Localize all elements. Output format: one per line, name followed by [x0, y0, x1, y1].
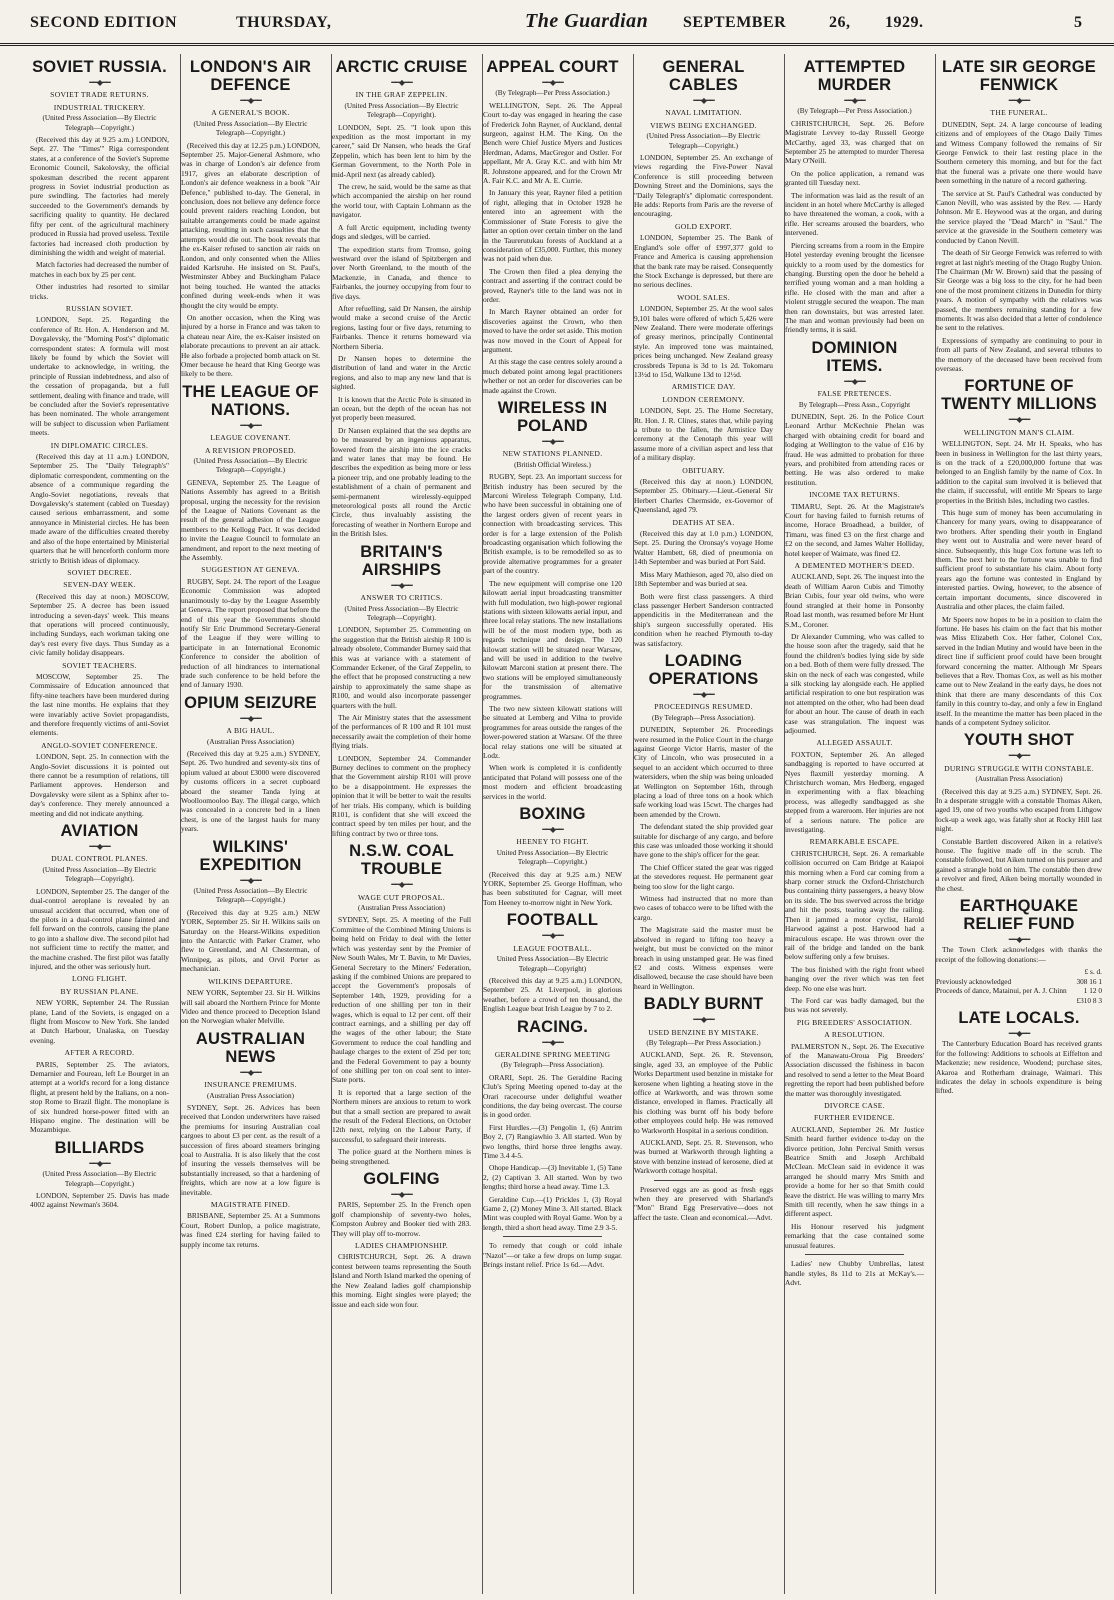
paragraph: ORARI, Sept. 26. The Geraldine Racing Club's Spring Meeting opened to-day at the Orari racecourse under delightful weather conditions, the day being overcast. The course is in good order.	[483, 1072, 622, 1120]
ornament-divider: ━━◆━━	[1008, 96, 1030, 105]
ornament-divider: ━━◆━━	[693, 1015, 714, 1025]
headline: AVIATION	[60, 822, 139, 841]
paragraph: The expedition starts from Tromso, going westward over the island of Spitzbergen and over North Greenland, to the mouth of the Mackenzie, in Canada, and thence to Fairbanks, the journey occupying from four to five days.	[332, 244, 471, 301]
paragraph: LONDON, Sept. 25. Regarding the conference of Rt. Hon. A. Henderson and M. Dovgalevsky, the "Morning Post's" diplomatic correspondent states: A formula will most likely be found by which the Soviet will undertake to acknowledge, in writing, the principle of Russian indebtedness, and also of the cessation of propaganda, but a full settlement, dealing with finance and trade, will be concluded after the Soviet's representative has been nominated. The whole arrangement will be subject to discussion when Parliament meets.	[30, 315, 169, 438]
date-month: SEPTEMBER	[683, 14, 787, 31]
subheading: WAGE CUT PROPOSAL.	[358, 892, 445, 902]
paragraph: After refuelling, said Dr Nansen, the airship would make a second cruise of the Arctic regions, lasting four or five days, returning to Fairbanks. Thence it returns homeward via Northern Siberia.	[332, 303, 471, 351]
subheading: INDUSTRIAL TRICKERY.	[53, 102, 146, 112]
wire-credit: (United Press Association—By Electric Telegraph—Copyright).	[42, 865, 157, 884]
paragraph: CHRISTCHURCH, Sept. 26. Before Magistrate Levvey to-day Russell George McCarthy, aged 33, was charged that on September 25 he attempted to murder Theresa Mary O'Neill.	[785, 118, 924, 166]
paragraph: Witness had instructed that no more than two cases of tobacco were to be lifted with the cargo.	[634, 894, 773, 922]
paragraph: It is reported that a large section of the Northern miners are anxious to return to work but that a small section are prepared to await the result of the Federal Elections, on October 12th next, relying on the Labour Party, if successful, to safeguard their interests.	[332, 1087, 471, 1144]
headline: LATE LOCALS.	[958, 1008, 1080, 1027]
subheading: LONDON CEREMONY.	[662, 394, 745, 404]
paragraph: The Town Clerk acknowledges with thanks the receipt of the following donations:—	[936, 945, 1102, 964]
subheading: SOVIET TRADE RETURNS.	[50, 90, 149, 100]
table-row	[936, 996, 1102, 1005]
paragraph: (Received this day at 9.25 a.m.) SYDNEY, Sept. 26. Two hundred and seventy-six tins of opium valued at about £3000 were discovered by customs officers in a secret cupboard aboard the steamer Tanda lying at Woolloomooloo Bay. The illegal cargo, which was concealed in a concrete bed in a linen chest, is one of the largest hauls for many years.	[181, 748, 320, 834]
paragraph: WELLINGTON, Sept. 24. Mr H. Speaks, who has been in business in Wellington for the last thirty years, is on the track of a £20,000,000 fortune that was belonged to an English family by the name of Cox. In addition to the capital sum involved it is believed that the claim, if successful, will entitle Mr Spears to large properties in the British Isles, including two castles.	[936, 439, 1102, 505]
paragraph: Both were first class passengers. A third class passenger Herbert Sanderson contracted appendicitis in the Mediterranean and the ship's surgeon successfully operated. His condition when he reached Plymouth to-day was satisfactory.	[634, 591, 773, 648]
paragraph: On the police application, a remand was granted till Tuesday next.	[785, 168, 924, 188]
paragraph: It is known that the Arctic Pole is situated in an ocean, but the depth of the ocean has not yet properly been measured.	[332, 394, 471, 423]
subheading: INCOME TAX RETURNS.	[809, 490, 900, 500]
masthead	[0, 0, 1114, 46]
paragraph: AUCKLAND, Sept. 26. The inquest into the death of William Aaron Cubis and Timothy Brian Cubis, four year old twins, who were found strangled at their home in Ponsonby Road last month, was resumed before Mr Hunt S.M., Coroner.	[785, 572, 924, 629]
paragraph: The death of Sir George Fenwick was referred to with regret at last night's meeting of the Otago Rugby Union. The Chairman (Mr W. Brown) said that the passing of Sir George was a big loss to the city, for he had been one of the most prominent citizens in Dunedin for thirty years. A motion of sympathy with the relatives was passed, the members remaining standing for a few moments. It was also decided that a letter of condolence be sent to the relatives.	[936, 248, 1102, 333]
subheading: IN DIPLOMATIC CIRCLES.	[50, 440, 149, 450]
paragraph: (Received this day at 9.25 a.m.) NEW YORK, September 25. Sir H. Wilkins sails on Saturday on the Hearst-Wilkins expedition into the Antarctic with Parker Cramer, who flew to Greenland, and Al Chesterman, of Winnipeg, as pilots, and Orvil Porter as mechanician.	[181, 907, 320, 974]
divider	[654, 1180, 753, 1181]
wire-credit: (By Telegraph—Press Association).	[652, 713, 755, 722]
divider	[503, 1236, 602, 1237]
paragraph: Dr Nansen hopes to determine the distribution of land and water in the Arctic regions, and also to map any new land that is sighted.	[332, 353, 471, 392]
ornament-divider: ━━◆━━	[542, 437, 563, 446]
article-australian-news	[181, 1030, 320, 1249]
wire-credit: (United Press Association—By Electric Telegraph—Copyright).	[344, 101, 459, 120]
wire-credit: (Australian Press Association)	[206, 1091, 295, 1100]
paragraph: On another occasion, when the King was injured by a horse in France and was taken to a chateau near Aire, the ex-Kaiser insisted on elaborate precautions to prevent an air attack. He also forbade a projected bomb attack on St. Omer because he heard that King George was likely to be there.	[181, 312, 320, 379]
subheading: FALSE PRETENCES.	[817, 389, 892, 399]
paragraph: (Received this day at 12.25 p.m.) LONDON, September 25. Major-General Ashmore, who was in charge of London's air defence from 1917, gives an elaborate description of London's air defence weakness in a book "Air Defence," published to-day. The General, in conclusion, does not believe any defence force could prevent raiders reaching London, but suitable arrangements could be made against attacking, resulting in such casualties that the attempts would die out. The book reveals that the ex-Kaiser refused to sanction air raids on London, and only consented when the Allies raided Karlsruhe. He insisted on St. Paul's, Westminster Abbey and Buckingham Palace not being touched. He wanted the attacks confined during week-ends when it was thought the city would be empty.	[181, 140, 320, 310]
wire-credit: (Australian Press Association)	[206, 737, 295, 746]
paragraph: GENEVA, September 25. The League of Nations Assembly has agreed to a British proposal, urging the necessity for the revision of the League of Nations Covenant as the result of the general adhesion of the League members to the Kellogg Pact. It was decided to invite the League Council to formulate an amendment, and report to the next meeting of the Assembly.	[181, 477, 320, 563]
paragraph: LONDON, September 25. The danger of the dual-control aeroplane is revealed by an unusual accident that occurred, when one of the pilots in a dual-control plane fainted and fell forward on the controls, causing the plane to go into a shallow dive. The second pilot had not sufficient time to rectify the matter, and the machine crashed. The first pilot was fatally injured, and the other was seriously hurt.	[30, 886, 169, 971]
paragraph: RUGBY, Sept. 23. An important success for British industry has been secured by the Marconi Wireless Telegraph Company, Ltd. who have been successful in obtaining one of the largest orders given of recent years in connection with broadcasting services. This order is for a large extension of the Polish broadcasting organisation which following the British example, is to be remodelled so as to provide alternative programmes for a greater part of the country.	[483, 472, 622, 576]
wire-credit: (United Press Association—By Electric Telegraph—Copyright).	[344, 604, 459, 622]
paragraph: At this stage the case centres solely around a much debated point among legal practitioners whether or not an order for discoveries can be made against the Crown.	[483, 357, 622, 395]
paragraph: LONDON, September 25. An exchange of views regarding the Five-Power Naval Conference is still proceeding between Downing Street and the Dominions, says the "Daily Telegraph's" diplomatic correspondent. He adds: Reports from Paris are the reverse of encouraging.	[634, 153, 773, 219]
headline: BRITAIN'S AIRSHIPS	[360, 542, 443, 579]
headline: FORTUNE OF TWENTY MILLIONS	[941, 377, 1097, 414]
subheading: A RESOLUTION.	[824, 1030, 885, 1040]
article-youth-shot	[936, 731, 1102, 893]
article-opium-seizure	[181, 694, 320, 834]
article-general-cables	[634, 58, 773, 648]
currency-units: £ s. d.	[1084, 967, 1102, 977]
donation-label: Previously acknowledged	[936, 976, 1012, 986]
ornament-divider: ━━◆━━	[240, 96, 261, 105]
paragraph: Mr Speers now hopes to be in a position to claim the fortune. He bases his claim on the fact that his mother was Miss Elizabeth Cox. Her father, Colonel Cox, served in the Indian Mutiny and would have been in the direct line if sufficient proof could have been brought forward concerning the matter. Although Mr Spears believes that a Rev. Thomas Cox, as well as his mother came out to New Zealand in the early days, he does not think that there are many descendants of this Cox family in this country to-day, and only a few in England itself. In the meantime the matter has been placed in the hands of a competent Sydney solicitor.	[936, 614, 1102, 727]
article-appeal-court	[483, 58, 622, 395]
subheading: A BIG HAUL.	[226, 726, 275, 736]
paragraph: (Received this day at 9.25 a.m.) LONDON, Sept. 27. The "Times'" Riga correspondent states, at a conference of the Soviet's Supreme Economic Council, Sakolovsky, the official spokesman described the recent apparent progress in Soviet industrial production as pure swindling. The factories had merely succeeded to the Government's demands by sacrificing quality to quantity. He declared fifty per cent. of the agricultural machinery produced in Russia had proved useless. Textile factories had increased cloth production by diminishing the width and weight of material.	[30, 135, 169, 257]
weekday: THURSDAY,	[236, 14, 332, 31]
subheading: RUSSIAN SOVIET.	[65, 303, 134, 313]
paragraph: First Hurdles.—(3) Pengolin 1, (6) Antrim Boy 2, (7) Rangiawhio 3. All started. Won by two lengths, third horse three lengths away. Time 3.4 4-5.	[483, 1122, 622, 1160]
article-football	[483, 911, 622, 1013]
advertisement: To remedy that cough or cold inhale "Nazol"—or take a few drops on lump sugar. Brings instant relief. Price 1s 6d.—Advt.	[483, 1241, 622, 1270]
paragraph: This huge sum of money has been accumulating in Chancery for many years, owing to disappearance of two brothers. After spending their youth in England they went out to Australia and were never heard of since. Subsequently, this huge Cox fortune was left to them. The next heir to the fortune was unable to find sufficient proof to substantiate his claim. About forty years ago the fortune was contested in England by interested parties. Owing, however, to the absence of certain important documents, since discovered in Australia and other places, the claim failed.	[936, 508, 1102, 612]
wire-credit: (United Press Association—By Electric Telegraph—Copyright.)	[193, 119, 308, 138]
table-row	[936, 986, 1102, 995]
paragraph: LONDON, Sept. 25. The Home Secretary, Rt. Hon. J. R. Clines, states that, while paying a tribute to the fallen, the Armistice Day ceremony at the Cenotaph this year will assume more of a civilian aspect and less that of a military display.	[634, 406, 773, 463]
ornament-divider: ━━◆━━	[391, 580, 412, 590]
paragraph: (Received this day at 9.25 a.m.) LONDON, September 25. At Liverpool, in glorious weather, before a crowd of ten thousand, the English League beat Irish League by 7 to 2.	[483, 975, 622, 1014]
article-league-of-nations	[181, 383, 320, 690]
paragraph: CHRISTCHURCH, Sept. 26. A remarkable collision occurred on Cam Bridge at Kaiapoi this morning when a Ford car coming from a sharp corner struck the Oxford-Christchurch bus containing thirty passengers, a heavy blow on its side. The bus swerved across the bridge and hit the posts, tearing away the railing. Then it jammed a motor cyclist, Harold Harwood against a post. Harwood had a miraculous escape. He was thrown over the rail of the bridge and landed on the bank below suffering only a few bruises.	[785, 848, 924, 962]
subheading: REMARKABLE ESCAPE.	[809, 837, 900, 847]
article-soviet-russia	[30, 58, 169, 818]
column-2	[181, 54, 320, 1600]
wire-credit: (By Telegraph—Per Press Association.)	[646, 1038, 761, 1047]
ornament-divider: ━━◆━━	[542, 78, 563, 87]
paragraph: Dr Nansen explained that the sea depths are to be measured by an ingenious apparatus, lowered from the airship into the ice cracks and water lanes that may be found. He describes the expedition as being more or less a pioneer trip, and one probably leading to the establishment of a chain of permanent and semi-permanent wirelessly-equipped meteorological posts all round the Arctic Circle, thus invaluably assisting the forecasting of weather in Northern Europe and in the British Isles.	[332, 425, 471, 539]
page-columns	[30, 54, 1102, 1600]
headline: LATE SIR GEORGE FENWICK	[942, 58, 1096, 94]
wire-credit: (United Press Association—By Electric Telegraph—Copyright.)	[193, 457, 308, 475]
paragraph: PARIS, September 25. In the French open golf championship of seventy-two holes, Compston Aubrey and Booker tied with 283. They will play off to-morrow.	[332, 1200, 471, 1238]
paragraph: SYDNEY, Sept. 26. Advices has been received that London underwriters have raised the premiums for insuring Australian coal cargoes to about £3 per cent. as the result of a succession of fires aboard steamers bringing coal to Australia. It is also likely that the cost of insuring the vessels themselves will be substantially increased, so that a hardening of freights, which are now at a low figure is inevitable.	[181, 1102, 320, 1197]
wire-credit: (Australian Press Association)	[357, 904, 446, 913]
wire-credit: (United Press Association—By Electric Telegraph—Copyright.)	[42, 114, 157, 132]
edition-label: SECOND EDITION	[30, 14, 178, 31]
paragraph: Piercing screams from a room in the Empire Hotel yesterday evening brought the licensee quickly to a room used by the domestics for changing. Bursting open the door he beheld a terrified young woman and a man holding a rifle. He closed with the man and after a violent struggle secured the weapon. The man then ran downstairs, but was arrested later. The man and woman previously had been on friendly terms, it is said.	[785, 240, 924, 335]
paragraph: The two new sixteen kilowatt stations will be situated at Lemberg and Vilna to provide programmes for areas outside the ranges of the lower-powered station at Warsaw. Of the three local relay stations one will be situated at Lodz.	[483, 703, 622, 760]
subheading: A REVISION PROPOSED.	[204, 445, 297, 455]
paragraph: LONDON, Sept. 25. In connection with the Anglo-Soviet discussions it is pointed out there cannot be a resumption of relations, till Parliament approves. Henderson and Dovgalevsky were silent as a Sphinx after to-day's conference. They merely announced a meeting and did not indicate anything.	[30, 752, 169, 818]
headline: AUSTRALIAN NEWS	[195, 1029, 306, 1066]
article-late-locals	[936, 1009, 1102, 1096]
wire-credit: By Telegraph—Press Assn., Copyright	[798, 400, 911, 409]
ornament-divider: ━━◆━━	[1008, 415, 1030, 425]
wire-credit: (By Telegraph—Press Association).	[501, 1061, 604, 1070]
subheading: ALLEGED ASSAULT.	[816, 738, 893, 748]
ornament-divider: ━━◆━━	[240, 420, 261, 430]
subheading: ANSWER TO CRITICS.	[360, 593, 443, 603]
wire-credit: (By Telegraph—Per Press Association.)	[495, 89, 610, 98]
paragraph: (Received this day at 9.25 a.m.) NEW YORK, September 25. George Hoffman, who has been substituted for Cagnar, will meet Tom Heeney to-morrow night in New York.	[483, 869, 622, 907]
ornament-divider: ━━◆━━	[89, 78, 110, 87]
subheading: DUAL CONTROL PLANES.	[51, 854, 148, 864]
paragraph: PARIS, September 25. The aviators, Demarnier and Foureau, left Le Bourget in an attempt at a world's record for a long distance flight, at present held by the Italians, on a non-stop Rome to Brazil flight. The monoplane is of six hundred horse-power fitted with an Hispano engine. The destination will be Mozambique.	[30, 1059, 169, 1135]
subheading: THE FUNERAL.	[990, 108, 1048, 118]
wire-credit: (By Telegraph—Per Press Association.)	[797, 107, 912, 116]
ornament-divider: ━━◆━━	[844, 376, 865, 386]
column-6	[785, 54, 924, 1600]
ornament-divider: ━━◆━━	[391, 880, 412, 890]
subheading: IN THE GRAF ZEPPELIN.	[355, 90, 448, 100]
subheading: WOOL SALES.	[677, 292, 730, 302]
article-dominion-items	[785, 339, 924, 1288]
subheading: SOVIET DECREE.	[67, 567, 132, 577]
donation-amount: 1 12 0	[1083, 986, 1102, 996]
article-air-defence	[181, 58, 320, 379]
subheading: GERALDINE SPRING MEETING	[494, 1049, 611, 1059]
article-golfing	[332, 1170, 471, 1309]
paragraph: Match factories had decreased the number of matches in each box by 25 per cent.	[30, 260, 169, 279]
headline: YOUTH SHOT	[963, 731, 1075, 750]
article-attempted-murder	[785, 58, 924, 335]
paragraph: WELLINGTON, Sept. 26. The Appeal Court to-day was engaged in hearing the case of Frederick John Rayner, of Auckland, dental surgeon, against H.M. The King. On the Bench were Chief Justice Myers and Justices Herdman, Adams, MacGregor and Ostler. For appellant, Mr A. Gray K.C. and with him Mr R. Johnstone appeared, and for the Crown Mr A. Fair K.C. and Mr A. E. Currie.	[483, 100, 622, 186]
paragraph: (Received this day at 11 a.m.) LONDON, September 25. The "Daily Telegraph's" diplomatic correspondent, commenting on the absence of a communique regarding the Anglo-Soviet negotiations, reveals that Dovgalevsky's statement (cabled on Tuesday) caused serious embarrassment, and some annoyance in Ministerial circles. He has been made aware of the difficulties created thereby and also of the hope entertained by Ministerial quarters that he will henceforth conform more strictly to British ideas of diplomacy.	[30, 452, 169, 565]
donations-table	[936, 967, 1102, 1005]
paragraph: LONDON, September 25. At the wool sales 9,101 bales were offered of which 5,426 were New Zealand. There were moderate offerings of greasy merinos, principally Continental style. An improved tone was maintained, prices being unchanged. New Zealand greasy crossbreds Tepuna is 3d to 1s 2d. Tokomaru 13½d to 15d, Walkune 13d to 12½d.	[634, 304, 773, 379]
subheading: LEAGUE COVENANT.	[210, 433, 291, 443]
wire-credit: (British Official Wireless.)	[514, 460, 591, 469]
paragraph: The Air Ministry states that the assessment of the performances of R 100 and R 101 must necessarily await the completion of their home flying trials.	[332, 712, 471, 751]
subheading: SOVIET TEACHERS.	[62, 660, 137, 670]
headline: BADLY BURNT	[643, 995, 764, 1014]
paragraph: NEW YORK, September 24. The Russian plane, Land of the Soviets, is engaged on a flight from Moscow to New York. She landed at Dutch Harbour, Unalaska, on Tuesday evening.	[30, 998, 169, 1045]
column-7	[936, 54, 1102, 1600]
headline: APPEAL COURT	[486, 58, 619, 76]
paragraph: The Ford car was badly damaged, but the bus was not severely.	[785, 995, 924, 1015]
wire-credit: (United Press Association—By Electric Telegraph—Copyright.)	[646, 132, 761, 150]
paragraph: (Received this day at 9.25 a.m.) SYDNEY, Sept. 26. In a desperate struggle with a constable Thomas Aiken, aged 19, one of two youths who escaped from Lithgow lock-up a week ago, was fatally shot at Rocky Hill last night.	[936, 786, 1102, 834]
paragraph: The crew, he said, would be the same as that which accompanied the airship on her round the world tour, with Captain Lohmann as the navigator.	[332, 182, 471, 220]
ornament-divider: ━━◆━━	[89, 842, 110, 852]
ornament-divider: ━━◆━━	[1008, 935, 1030, 945]
paragraph: The defendant stated the ship provided gear suitable for discharge of any cargo, and before this case was unloaded those working it should have gone to the ship's officer for the gear.	[634, 822, 773, 860]
wire-credit: United Press Association—By Electric Telegraph—Copyright.)	[496, 848, 609, 867]
headline: BILLIARDS	[54, 1138, 145, 1157]
article-arctic-cruise	[332, 58, 471, 539]
headline: SOVIET RUSSIA.	[32, 58, 167, 76]
ornament-divider: ━━◆━━	[542, 931, 563, 941]
headline: ARCTIC CRUISE	[335, 58, 468, 76]
headline: OPIUM SEIZURE	[184, 693, 317, 712]
subheading: PIG BREEDERS' ASSOCIATION.	[796, 1017, 913, 1027]
paragraph: The service at St. Paul's Cathedral was conducted by Canon Nevill, who was assisted by the Rev. — Hardy Johnson. Mr E. Heywood was at the organ, and during the service played the "Dead March" in "Saul." The service at the graveside in the Southern cemetery was conducted by Canon Nevill.	[936, 188, 1102, 245]
headline: N.S.W. COAL TROUBLE	[349, 842, 454, 879]
subheading: WILKINS DEPARTURE.	[208, 976, 293, 986]
subheading: LEAGUE FOOTBALL.	[513, 943, 592, 953]
table-row	[936, 977, 1102, 986]
paragraph: When work is completed it is confidently anticipated that Poland will possess one of the most modern and efficient broadcasting services in the world.	[483, 763, 622, 801]
article-wireless-poland	[483, 399, 622, 801]
subheading: WELLINGTON MAN'S CLAIM.	[963, 427, 1075, 437]
article-wilkins-expedition	[181, 838, 320, 1026]
column-1	[30, 54, 169, 1600]
article-racing	[483, 1018, 622, 1270]
wire-credit: United Press Association—By Electric Telegraph—Copyright)	[496, 955, 609, 973]
subheading: ANGLO-SOVIET CONFERENCE.	[41, 740, 158, 750]
ornament-divider: ━━◆━━	[240, 875, 261, 885]
subheading: SEVEN-DAY WEEK.	[63, 580, 136, 590]
subheading: AFTER A RECORD.	[64, 1048, 135, 1058]
page-number: 5	[1074, 14, 1083, 31]
article-boxing	[483, 805, 622, 907]
headline: GOLFING	[363, 1170, 440, 1189]
subheading: USED BENZINE BY MISTAKE.	[648, 1027, 759, 1037]
paragraph: RUGBY, Sept. 24. The report of the League Economic Commission was adopted unanimously to-day by the League Assembly at Geneva. The report proposed that before the end of this year the Governments should notify Sir Eric Drummond Secretary-General of the League if they were willing to participate in an International Economic Conference to consider the abolition of reduction of all hindrances to international trade such conference to be held before the end of January 1930.	[181, 576, 320, 690]
paragraph: AUCKLAND, September 26. Mr Justice Smith heard further evidence to-day on the divorce petition, John Percival Smith versus Beatrice Smith and Joseph Archibald McClean. McClean said in evidence it was arranged he should marry Mrs Smith and provide a home for her so that Smith could leave the district. He was willing to marry Mrs Smith till recently, when he saw things in a different aspect.	[785, 1124, 924, 1219]
subheading: NEW STATIONS PLANNED.	[502, 449, 603, 459]
ornament-divider: ━━◆━━	[693, 96, 714, 105]
paragraph: LONDON, September 25. The Bank of England's sole offer of £997,377 gold to France and America is causing apprehension that the bank rate may be raised. Consequently the Stock Exchange is depressed, but there are no serious declines.	[634, 233, 773, 290]
subheading: DURING STRUGGLE WITH CONSTABLE.	[944, 763, 1094, 773]
paragraph: DUNEDIN, Sept. 24. A large concourse of leading citizens and of employees of the Otago Daily Times and Witness Company followed the remains of Sir George Fenwick to their last resting place in the Southern cemetery this morning, and but for the fact that the funeral was a private one there would have been something in the nature of a record gathering.	[936, 119, 1102, 186]
paragraph: Ohope Handicap.—(3) Inevitable 1, (5) Tane 2, (2) Captivan 3. All started. Won by two lengths; third horse a head away. Time 1.3.	[483, 1163, 622, 1192]
subheading: PROCEEDINGS RESUMED.	[654, 702, 753, 712]
subheading: FURTHER EVIDENCE.	[814, 1113, 895, 1123]
paragraph: The information was laid as the result of an incident in an hotel where McCarthy is alleged to have threatened the woman, a cook, with a rifle. Her screams aroused the boarders, who intervened.	[785, 190, 924, 238]
headline: WIRELESS IN POLAND	[497, 399, 608, 435]
paragraph: The Magistrate said the master must be absolved in regard to lifting too heavy a weight, but must be convicted on the minor breach in using unstamped gear. He was fined £2 and costs. Witness expenses were disallowed, because the case should have been heard in Wellington.	[634, 925, 773, 991]
paragraph: The Chief Officer stated the gear was rigged at the stevedores request. He permanent gear being too slow for the light cargo.	[634, 862, 773, 891]
advertisement: Preserved eggs are as good as fresh eggs when they are preserved with Sharland's "Mon" Brand Egg Preservative—does not affect the taste. Clean and economical.—Advt.	[634, 1184, 773, 1222]
subheading: HEENEY TO FIGHT.	[516, 837, 589, 847]
ornament-divider: ━━◆━━	[693, 689, 714, 699]
wire-credit: (United Press Association—By Electric Telegraph—Copyright.)	[193, 887, 308, 905]
headline: EARTHQUAKE RELIEF FUND	[959, 897, 1079, 934]
article-billiards	[30, 1139, 169, 1210]
table-row	[936, 967, 1102, 976]
column-3	[332, 54, 471, 1600]
paragraph: A full Arctic equipment, including twenty dogs and sledges, will be carried.	[332, 222, 471, 242]
paragraph: Other industries had resorted to similar tricks.	[30, 282, 169, 301]
subheading: LADIES CHAMPIONSHIP.	[355, 1241, 448, 1251]
donation-label: Proceeds of dance, Matainui, per A. J. Chinn	[936, 986, 1067, 996]
paragraph: (Received this day at 1.0 p.m.) LONDON, Sept. 25. During the Oronsay's voyage Home Walter Hambett, 68, died of pneumonia on 14th September and was buried at Port Said.	[634, 529, 773, 567]
article-loading-operations	[634, 652, 773, 991]
ornament-divider: ━━◆━━	[391, 78, 412, 87]
paragraph: The bus finished with the right front wheel hanging over the river which was ten feet deep. No one else was hurt.	[785, 964, 924, 993]
subheading: DIVORCE CASE.	[824, 1101, 885, 1110]
paragraph: Geraldine Cup.—(1) Prickles 1, (3) Royal Game 2, (2) Money Mine 3. All started. Black Mint was coupled with Royal Game. Won by a length, third a short head away. Time 2.9 3-5.	[483, 1194, 622, 1232]
donation-amount: 308 16 1	[1076, 976, 1102, 986]
paragraph: BRISBANE, September 25. At a Summons Court, Robert Dunlop, a police magistrate, was fined £24 sterling for having failed to supply income tax returns.	[181, 1211, 320, 1249]
paragraph: The Crown then filed a plea denying the contract and asserting if the contract could be proved, Rayner's title to the land was not in order.	[483, 266, 622, 304]
paragraph: Constable Bartlett discovered Aiken in a relative's house. The fugitive made off in the scrub. The constable followed, but Aiken turned on his pursuer and gained a strangle hold on him. The constable then drew a revolver and fired, Aiken being mortally wounded in the chest.	[936, 836, 1102, 893]
paragraph: Miss Mary Mathieson, aged 70, also died on 18th September and was buried at sea.	[634, 569, 773, 589]
paragraph: Expressions of sympathy are continuing to pour in from all parts of New Zealand, and several tributes to the memory of the deceased have been received from overseas.	[936, 335, 1102, 373]
wire-credit: (United Press Association—By Electric Telegraph—Copyright.)	[42, 1170, 157, 1188]
paragraph: TIMARU, Sept. 26. At the Magistrate's Court for having failed to furnish returns of income, Horace Broadhead, a builder, of Timaru, was fined £3 on the first charge and £2 on the second, and James Walter Holliday, hotel keeper of Waimate, was fined £2.	[785, 501, 924, 558]
article-britains-airships	[332, 543, 471, 839]
paragraph: (Received this day at noon.) MOSCOW, September 25. A decree has been issued introducing a seven-days' week. This means that operations will proceed continuously, including Sundays, each workman taking one day's rest every five days. Thus Sunday as a civic family holiday disappears.	[30, 591, 169, 658]
newspaper-title: The Guardian	[525, 10, 649, 32]
paragraph: (Received this day at noon.) LONDON, September 25. Obituary.—Lieut.-General Sir Herbert Charles Chermside, ex-Governor of Queensland, aged 79.	[634, 477, 773, 515]
paragraph: The Canterbury Education Board has received grants for the following: Additions to schools at Eiffelton and Mackenzie; new residence, Woodend; purchase sites, Akaroa and Rotherham drainage, Waimari. This indicates the delay in schools expenditure is being lifted.	[936, 1039, 1102, 1096]
paragraph: In January this year, Rayner filed a petition of right, alleging that in October 1928 he entered into an agreement with the Commissioner of State Forests to give the latter an option over certain timber on the land in the Taurerutukau forests of Auckland at a consideration of £35,000. Further, this money was not paid when due.	[483, 188, 622, 264]
paragraph: FOXTON, September 26. An alleged sandbagging is reported to have occurred at Nyes flaxmill yesterday morning. A Christchurch woman, Mrs Hedberg, engaged in experimenting with a flax bleaching process, was allegedly sandbagged as she stepped from a wareroom. Her injuries are not of a serious nature. The police are investigating.	[785, 749, 924, 835]
paragraph: LONDON, September 24. Commander Burney declines to comment on the prophecy that the Government airship R101 will prove to be a disappointment. He expresses the opinion that it will be better to wait the results of her trials. His company, which is building R101, is confident that she will exceed the contract speed by ten miles per hour, and the lifting contract by two or three tons.	[332, 753, 471, 838]
ornament-divider: ━━◆━━	[240, 713, 261, 723]
subheading: A DEMENTED MOTHER'S DEED.	[794, 561, 915, 571]
subheading: VIEWS BEING EXCHANGED.	[650, 120, 757, 130]
paragraph: LONDON, Sept. 25. "I look upon this expedition as the most important in my career," said Dr Nansen, who heads the Graf Zeppelin, which has been lent to him by the German Government, to the North Pole in mid-April next (as already cabled).	[332, 122, 471, 179]
ornament-divider: ━━◆━━	[1008, 751, 1030, 761]
paragraph: MOSCOW, September 25. The Commissaire of Education announced that fifty-nine teachers have been murdered during the last nine months. He explains that they were invariably active Soviet propagandists, and therefore frequently victims of anti-Soviet elements.	[30, 671, 169, 738]
column-5	[634, 54, 773, 1600]
subheading: SUGGESTION AT GENEVA.	[201, 565, 300, 575]
subheading: GOLD EXPORT.	[675, 221, 732, 231]
ornament-divider: ━━◆━━	[542, 825, 563, 835]
headline: FOOTBALL	[506, 911, 599, 930]
column-4	[483, 54, 622, 1600]
paragraph: His Honour reserved his judgment remarking that the case contained some unusual features.	[785, 1221, 924, 1250]
subheading: LONG FLIGHT.	[72, 974, 127, 984]
subheading: OBITUARY.	[682, 465, 725, 475]
article-fortune-twenty-millions	[936, 377, 1102, 727]
headline: ATTEMPTED MURDER	[803, 58, 906, 94]
ornament-divider: ━━◆━━	[1008, 1028, 1030, 1038]
paragraph: DUNEDIN, September 26. Proceedings were resumed in the Police Court in the charge against George Victor Harris, master of the City of Lincoln, who was prosecuted in a sequel to an accident which occurred to three watersiders, when the ship was being unloaded at Wellington on September 16th, through placing a load of three tons on a hook which safe working load was 15cwt. The charges had been amended by the Crown.	[634, 725, 773, 819]
donation-total: £310 8 3	[1076, 995, 1102, 1005]
headline: BOXING	[519, 805, 586, 824]
article-late-sir-george-fenwick	[936, 58, 1102, 373]
paragraph: NEW YORK, September 23. Sir H. Wilkins will sail aboard the Northern Prince for Monte Video and thence proceed to Deception Island on the Norwegian whaler Melville.	[181, 988, 320, 1026]
ornament-divider: ━━◆━━	[542, 1037, 563, 1047]
subheading: INSURANCE PREMIUMS.	[204, 1080, 297, 1090]
article-earthquake-relief-fund	[936, 897, 1102, 1005]
headline: THE LEAGUE OF NATIONS.	[182, 382, 319, 419]
headline: LONDON'S AIR DEFENCE	[189, 58, 312, 94]
ornament-divider: ━━◆━━	[89, 1158, 110, 1168]
headline: DOMINION ITEMS.	[811, 338, 898, 375]
wire-credit: (Australian Press Association)	[975, 775, 1063, 784]
date-year: 1929.	[885, 14, 924, 31]
headline: RACING.	[516, 1017, 589, 1036]
paragraph: PALMERSTON N., Sept. 26. The Executive of the Manawatu-Oroua Pig Breeders' Association discussed the fishiness in bacon and resolved to send a letter to the Meat Board regretting the report had been published before the matter was thoroughly investigated.	[785, 1041, 924, 1098]
paragraph: LONDON, September 25. Davis has made 4002 against Newman's 3604.	[30, 1191, 169, 1210]
paragraph: LONDON, September 25. Commenting on the suggestion that the British airship R 100 is already obsolete, Commander Burney said that this was at variance with a statement of Commander Eckener, of the Graf Zeppelin, to the effect that he proposed constructing a new airship to approximately the same shape as R100, and would also incorporate passenger quarters with the hull.	[332, 625, 471, 710]
article-aviation	[30, 822, 169, 1135]
paragraph: AUCKLAND, Sept. 25. R. Stevenson, who was burned at Warkworth through lighting a stove with benzine instead of kerosene, died at Warkworth cottage hospital.	[634, 1138, 773, 1176]
paragraph: Dr Alexander Cumming, who was called to the house soon after the tragedy, said that he found the children's bodies lying side by side on a bed. Both of them were fully dressed. The skin on the neck of each was congested, while a silk stocking lay alongside each. He applied artificial respiration to one but respiration was not attempted on the other, who had been dead for about an hour. The cause of death in each case was strangulation. The inquest was adjourned.	[785, 631, 924, 735]
subheading: A GENERAL'S BOOK.	[211, 108, 290, 118]
advertisement: Ladies' new Chubby Umbrellas, latest handle styles, 8s 11d to 21s at McKay's.—Advt.	[785, 1259, 924, 1287]
date-day: 26,	[829, 14, 851, 31]
ornament-divider: ━━◆━━	[240, 1067, 261, 1077]
paragraph: CHRISTCHURCH, Sept. 26. A drawn contest between teams representing the South Island and North Island marked the opening of the New Zealand ladies golf championship this morning. Eight singles were played; the issue and each side won four.	[332, 1252, 471, 1309]
paragraph: AUCKLAND, Sept. 26. R. Stevenson, single, aged 33, an employee of the Public Works Department used benzine in mistake for kerosene when lighting a heating stove in the office at Warkworth, and was thrown some distance, enveloped in flames. Practically all his clothing was burnt off his body before other employees could help. He was removed to Warkworth Hospital in a serious condition.	[634, 1050, 773, 1135]
article-badly-burnt	[634, 995, 773, 1222]
headline: LOADING OPERATIONS	[648, 651, 759, 688]
subheading: DEATHS AT SEA.	[672, 517, 735, 527]
paragraph: DUNEDIN, Sept. 26. In the Police Court Leonard Arthur McKechnie Phelan was charged with obtaining credit for board and lodging at Wellington to the value of £16 by fraud. He was admitted to probation for three years, and prohibited from attending races or betting. He was also ordered to make restitution.	[785, 411, 924, 487]
subheading: MAGISTRATE FINED.	[210, 1200, 291, 1209]
headline: GENERAL CABLES	[662, 58, 745, 94]
subheading: NAVAL LIMITATION.	[665, 108, 742, 118]
paragraph: In March Rayner obtained an order for discoveries against the Crown, who then moved to have the order set aside. This motion was now moved in the Court of Appeal for argument.	[483, 307, 622, 354]
paragraph: SYDNEY, Sept. 25. A meeting of the Full Committee of the Combined Mining Unions is being held on Friday to deal with the letter which was yesterday sent by the Premier of New South Wales, Mr T. Bavin, to Mr Davies, General Secretary to the Miners' Federation, asking if the combined Unions are prepared to accept the Government's proposals of September 14th, 1929, providing for a reduction of one shilling per ton in their wages, which is equal to 12 per cent. off their contract earnings, and a shilling per day off the wages of the other labour; the State Government to reduce the coal handling and haulage charges to the extent of 25d per ton; and the Federal Government to pay a bounty of one shilling per ton on coal sent to inter-State ports.	[332, 915, 471, 1085]
paragraph: The police guard at the Northern mines is being strengthened.	[332, 1147, 471, 1166]
divider	[805, 1254, 904, 1255]
article-coal-trouble	[332, 842, 471, 1166]
headline: WILKINS' EXPEDITION	[199, 837, 302, 874]
paragraph: The new equipment will comprise one 120 kilowatt aerial input broadcasting transmitter with full modulation, two high-power regional stations with sixteen kilowatts aerial input, and three local relay stations. The new installations will be of the most modern type, both as regards technique and design. The 120 kilowatt station will be situated near Warsaw, and will be used in addition to the twelve kilowatt Marconi station at present there. The two stations will be employed simultaneously for the transmission of alternative programmes.	[483, 578, 622, 701]
ornament-divider: ━━◆━━	[844, 96, 865, 105]
subheading: BY RUSSIAN PLANE.	[60, 986, 139, 996]
ornament-divider: ━━◆━━	[391, 1190, 412, 1200]
subheading: ARMISTICE DAY.	[671, 382, 736, 392]
